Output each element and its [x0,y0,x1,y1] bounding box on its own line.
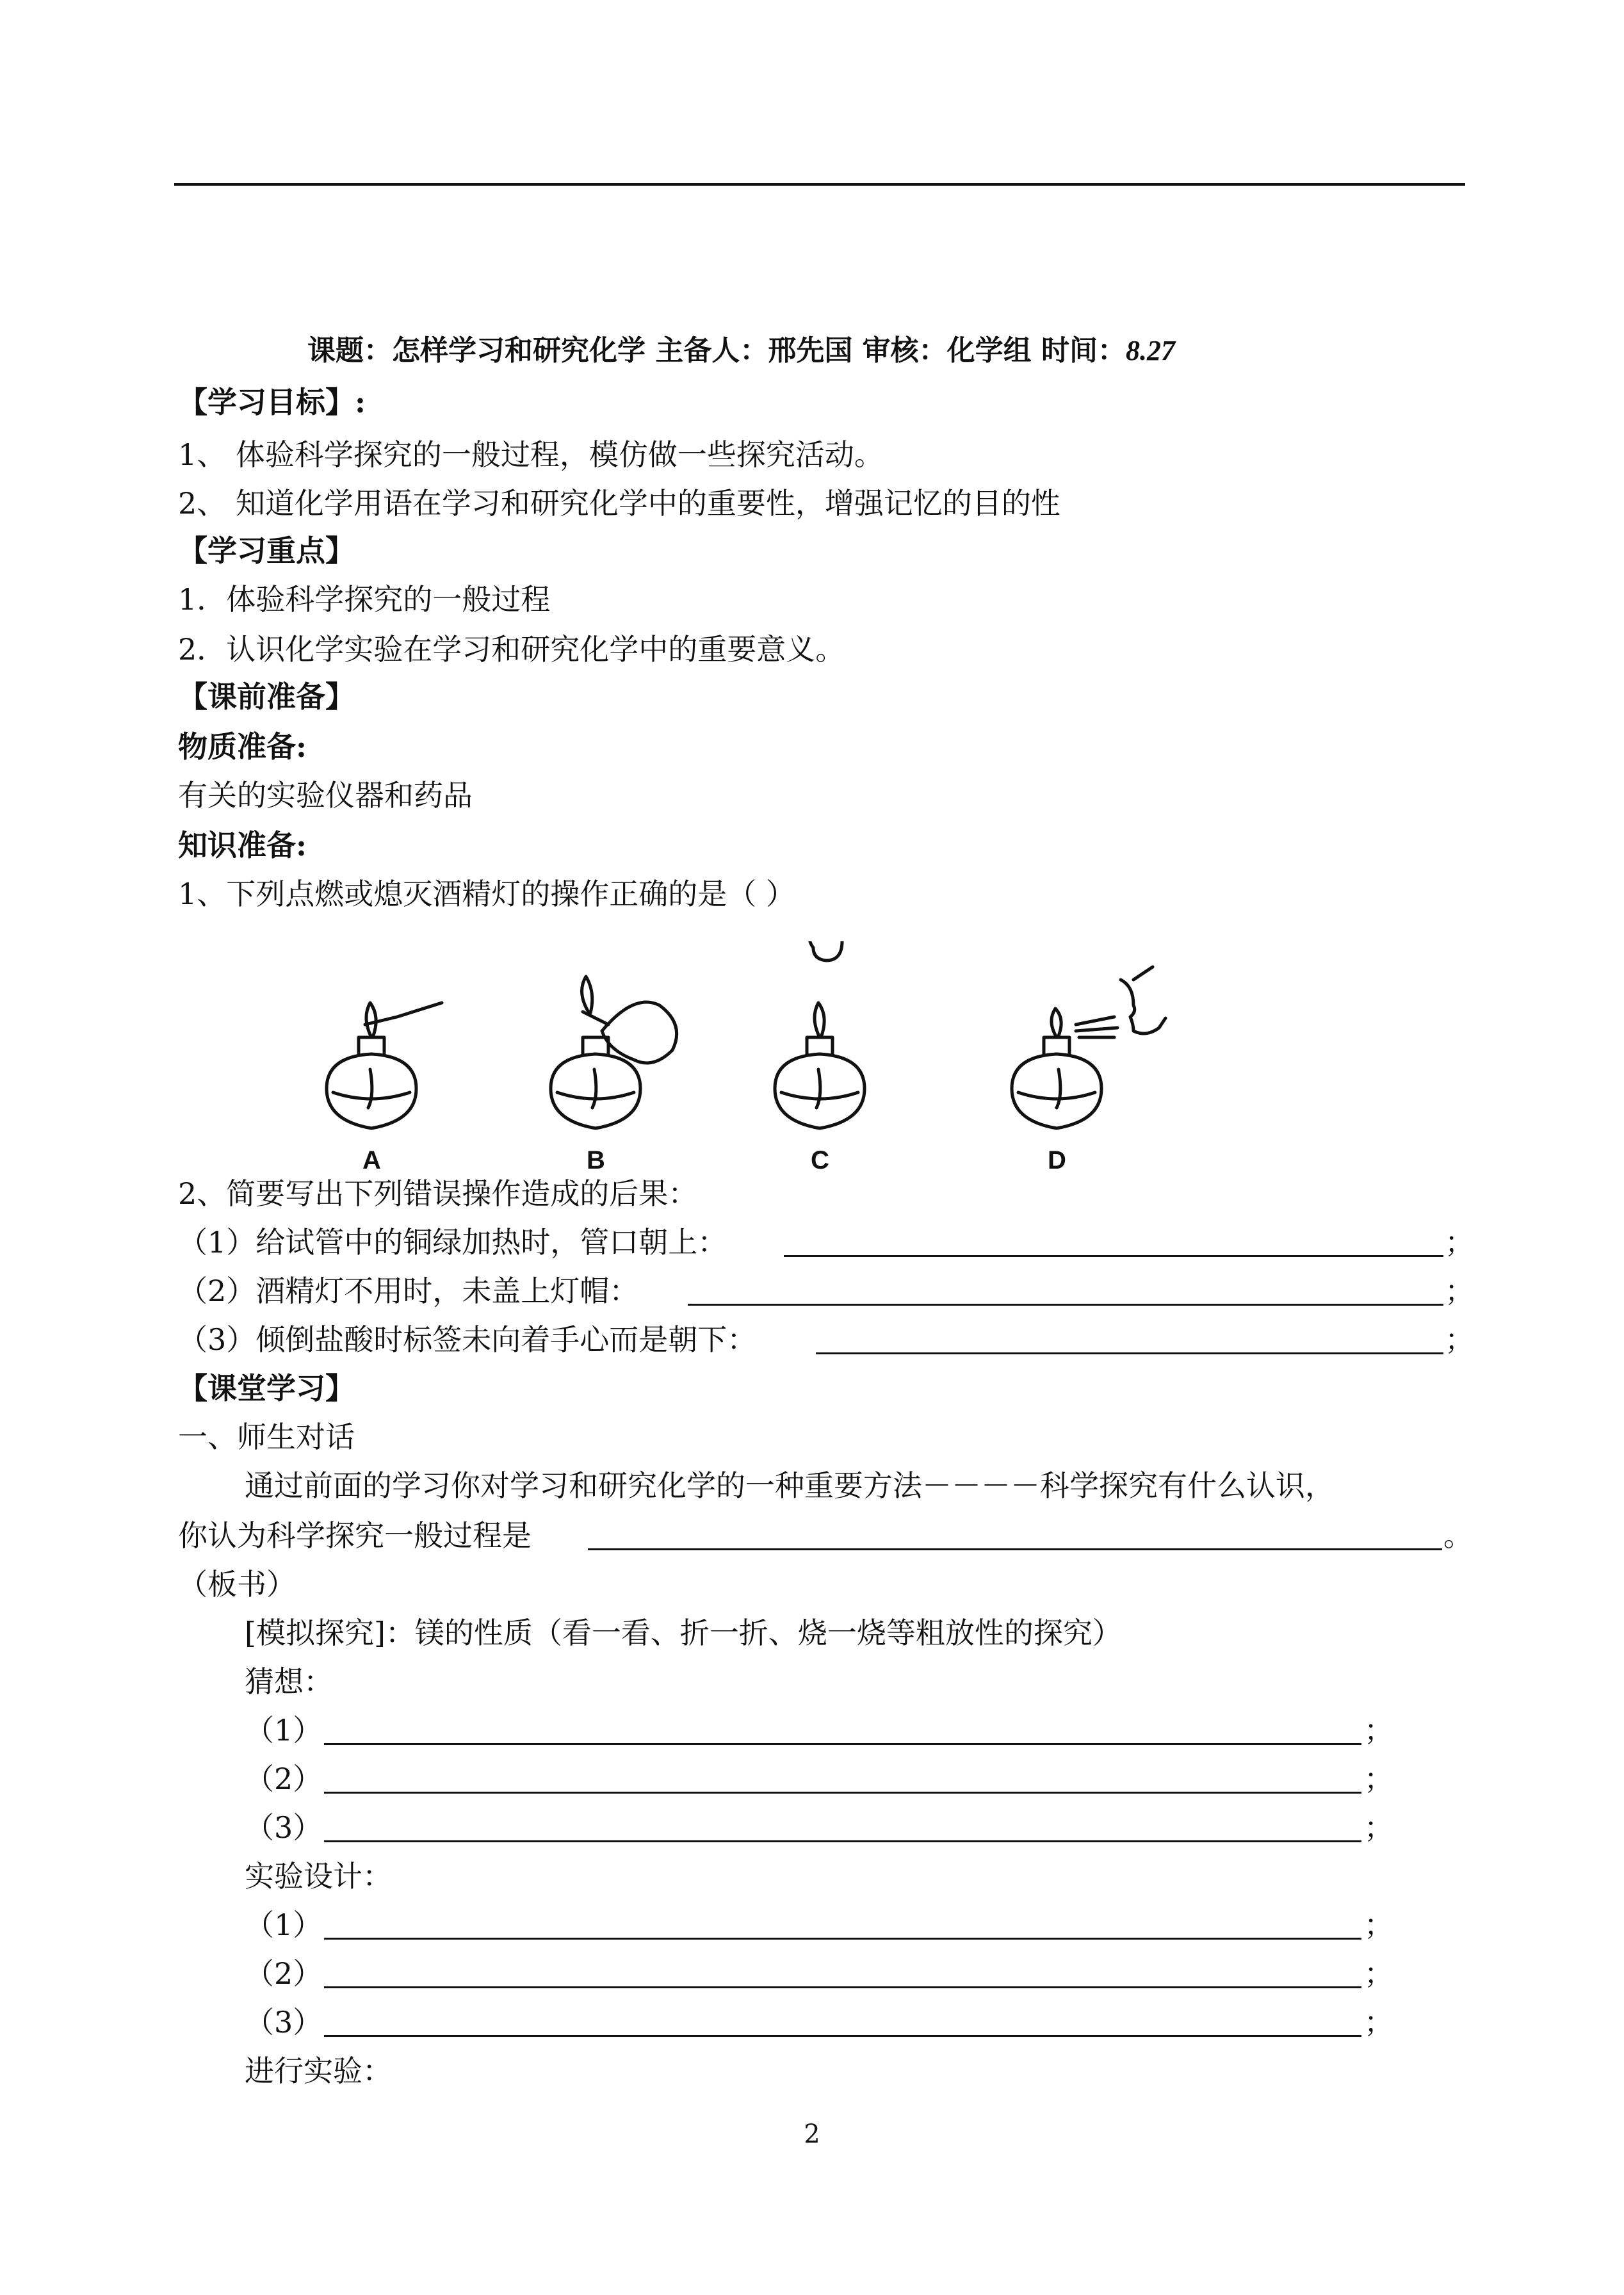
guess-answer-blank-3[interactable] [324,1840,1361,1842]
goal-item-1: 1、 体验科学探究的一般过程，模仿做一些探究活动。 [178,437,884,472]
classroom-heading: 【课堂学习】 [178,1371,355,1406]
guess-enum-2: （2） [245,1762,323,1796]
focus-item-1: 1．体验科学探究的一般过程 [178,582,551,617]
process-period: 。 [1443,1518,1473,1553]
dialogue-para-line-2: 你认为科学探究一般过程是 [178,1518,532,1553]
prep-heading: 【课前准备】 [178,679,355,714]
q2-answer-blank-2[interactable] [688,1304,1443,1306]
lamp-b-drawing [551,977,677,1128]
q2-answer-blank-3[interactable] [816,1352,1443,1354]
focus-item-2: 2．认识化学实验在学习和研究化学中的重要意义。 [178,632,845,667]
guess-answer-blank-1[interactable] [324,1743,1361,1745]
design-semicolon-3: ； [1364,2005,1393,2040]
q2-semicolon-1: ； [1445,1225,1474,1260]
lesson-date: 8.27 [1125,335,1175,366]
design-answer-blank-3[interactable] [324,2035,1361,2037]
design-label: 实验设计： [245,1859,392,1894]
focus-heading: 【学习重点】 [178,533,355,568]
figure-label-b: B [587,1146,605,1174]
figure-label-d: D [1048,1146,1066,1174]
design-enum-2: （2） [245,1956,323,1991]
page-number: 2 [804,2120,820,2149]
material-text: 有关的实验仪器和药品 [178,778,473,813]
process-answer-blank[interactable] [588,1548,1442,1550]
q2-item-1: （1）给试管中的铜绿加热时，管口朝上： [178,1225,727,1260]
lesson-title-text: 课题：怎样学习和研究化学 主备人：邢先国 审核：化学组 时间： [307,334,1126,367]
guess-semicolon-2: ； [1364,1762,1393,1796]
material-label: 物质准备: [178,729,307,764]
simulate-inquiry: [模拟探究]：镁的性质（看一看、折一折、烧一烧等粗放性的探究） [245,1616,1122,1650]
guess-semicolon-3: ； [1364,1810,1393,1845]
guess-enum-3: （3） [245,1810,323,1845]
board-note: （板书） [178,1567,296,1602]
goals-heading: 【学习目标】: [178,385,366,419]
design-enum-1: （1） [245,1908,323,1942]
lamp-d-drawing [1012,967,1165,1128]
design-enum-3: （3） [245,2005,323,2040]
proceed-label: 进行实验： [245,2054,392,2088]
goal-item-2: 2、 知道化学用语在学习和研究化学中的重要性，增强记忆的目的性 [178,486,1060,521]
lamp-a-drawing [327,1003,442,1128]
guess-semicolon-1: ； [1364,1713,1393,1748]
design-semicolon-2: ； [1364,1956,1393,1991]
q2-item-2: （2）酒精灯不用时，未盖上灯帽： [178,1274,639,1308]
knowledge-label: 知识准备: [178,828,307,863]
q2-semicolon-2: ； [1445,1274,1474,1308]
guess-label: 猜想： [245,1664,333,1699]
lesson-title [307,332,1175,370]
header-rule [174,183,1465,186]
q2-semicolon-3: ； [1445,1322,1474,1357]
guess-answer-blank-2[interactable] [324,1792,1361,1794]
design-semicolon-1: ； [1364,1908,1393,1942]
figure-label-c: C [811,1146,829,1174]
design-answer-blank-1[interactable] [324,1938,1361,1940]
question-2: 2、简要写出下列错误操作造成的后果： [178,1176,698,1211]
dialogue-para-line-1: 通过前面的学习你对学习和研究化学的一种重要方法－－－－科学探究有什么认识， [245,1468,1335,1503]
question-1: 1、下列点燃或熄灭酒精灯的操作正确的是（ ） [178,877,795,911]
figure-label-a: A [362,1146,381,1174]
guess-enum-1: （1） [245,1713,323,1748]
lamp-c-drawing [775,941,865,1128]
section-dialogue: 一、师生对话 [178,1420,355,1454]
q2-answer-blank-1[interactable] [784,1255,1443,1257]
design-answer-blank-2[interactable] [324,1986,1361,1988]
alcohol-lamp-figure [301,941,1198,1178]
q2-item-3: （3）倾倒盐酸时标签未向着手心而是朝下： [178,1322,757,1357]
